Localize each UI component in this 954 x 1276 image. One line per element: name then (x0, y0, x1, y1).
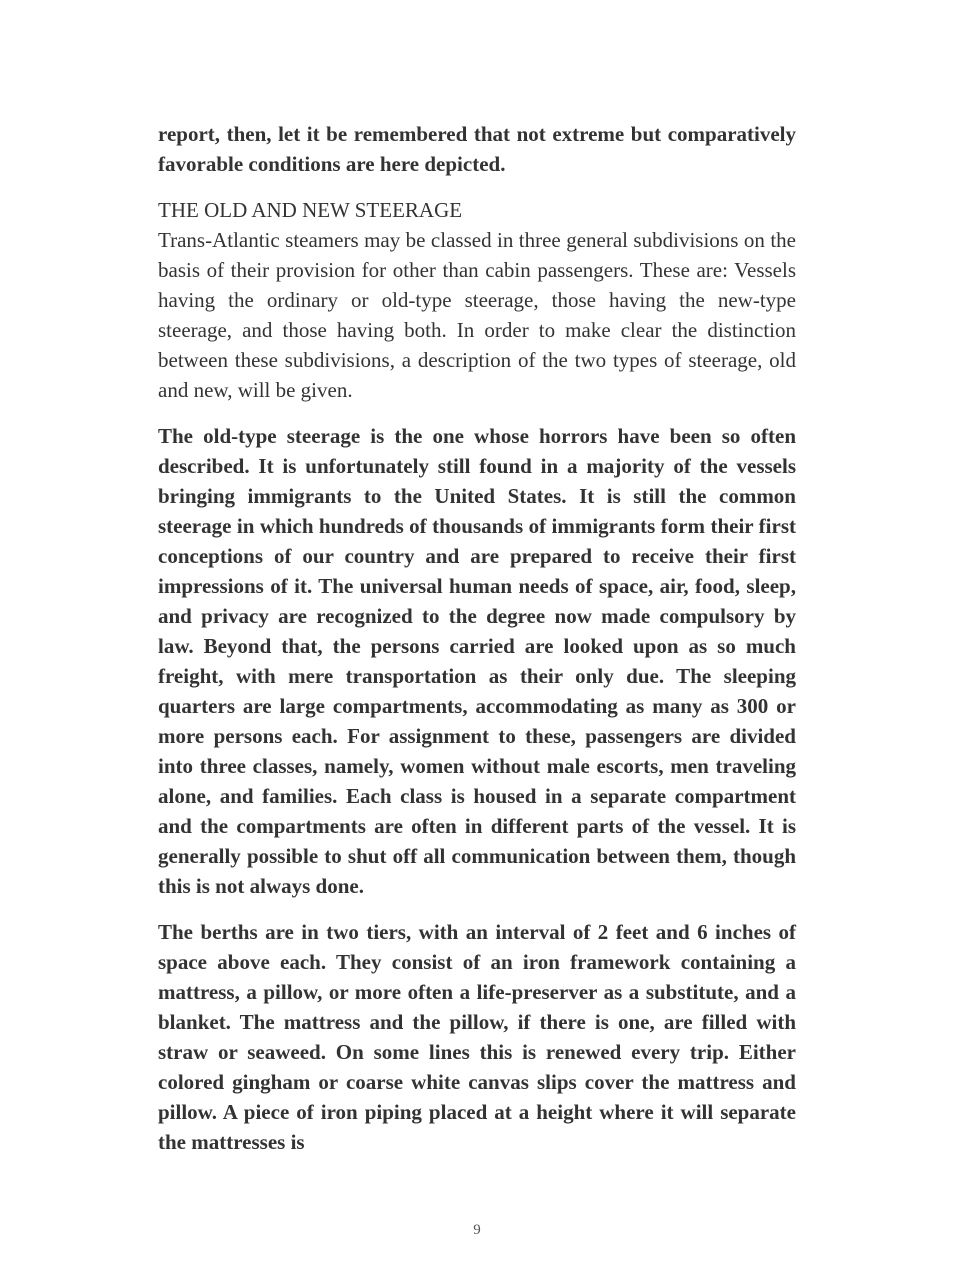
paragraph-steamer-subdivisions: Trans-Atlantic steamers may be classed in three general subdivisions on the basis of their provision for other than cabin passengers. These are: Vessels having the ordinary or old-type steerage, those having the new-type steerage, and those having both. In order to make clear the distinction between these subdivisions, a description of the two types of steerage, old and new, will be given. (158, 228, 796, 402)
paragraph-old-type-steerage: The old-type steerage is the one whose horrors have been so often described. It is unfortunately still found in a majority of the vessels bringing immigrants to the United States. It is still the common steerage in which hundreds of thousands of immigrants form their first conceptions of our country and are prepared to receive their first impressions of it. The universal human needs of space, air, food, sleep, and privacy are recognized to the degree now made compulsory by law. Beyond that, the persons carried are looked upon as so much freight, with mere transportation as their only due. The sleeping quarters are large compartments, accommodating as many as 300 or more persons each. For assignment to these, passengers are divided into three classes, namely, women without male escorts, men traveling alone, and families. Each class is housed in a separate compartment and the compartments are often in different parts of the vessel. It is generally possible to shut off all communication between them, though this is not always done. (158, 424, 796, 898)
page-number: 9 (473, 1222, 481, 1238)
document-body (158, 119, 796, 1157)
paragraph-berths: The berths are in two tiers, with an interval of 2 feet and 6 inches of space above each. They consist of an iron framework containing a mattress, a pillow, or more often a life-preserver as a substitute, and a blanket. The mattress and the pillow, if there is one, are filled with straw or seaweed. On some lines this is renewed every trip. Either colored gingham or coarse white canvas slips cover the mattress and pillow. A piece of iron piping placed at a height where it will separate the mattresses is (158, 920, 796, 1154)
section-heading: THE OLD AND NEW STEERAGE (158, 198, 463, 222)
paragraph-report-conclusion: report, then, let it be remembered that not extreme but comparatively favorable conditions are here depicted. (158, 122, 796, 176)
